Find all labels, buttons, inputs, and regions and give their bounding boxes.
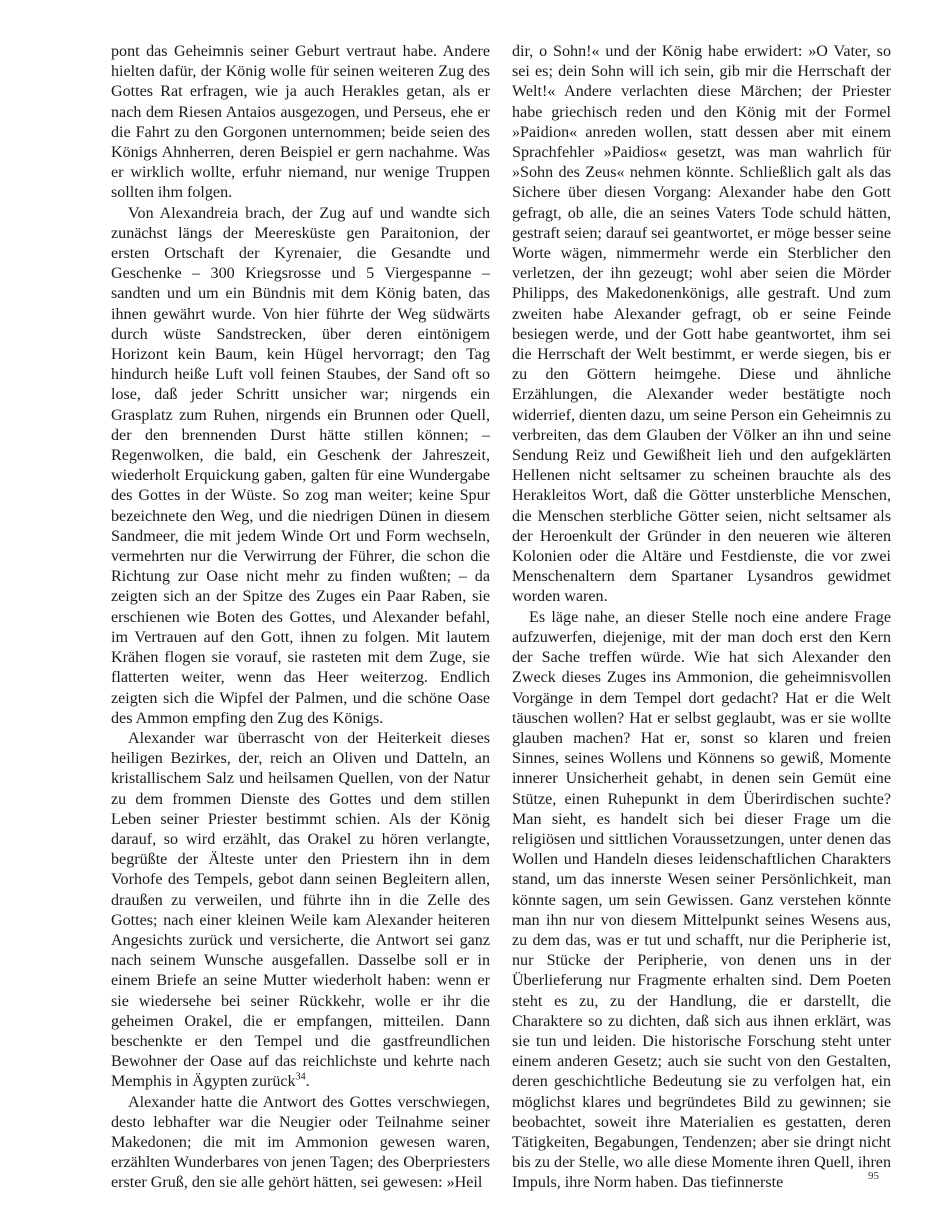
left-column [111, 42, 490, 1194]
paragraph-text-end: . [305, 1073, 310, 1091]
page-number: 95 [868, 1170, 879, 1182]
right-column [512, 42, 891, 1194]
footnote-ref[interactable]: 34 [295, 1072, 306, 1083]
paragraph: Von Alexandreia brach, der Zug auf und wandte sich zunächst längs der Meeresküste gen Paraitonion, der ersten Ortschaft der Kyrenaier, die Gesandte und Geschenke – 300 Kriegsrosse und 5 Viergespanne – sandten und um ein Bündnis mit dem König baten, das ihnen gewährt wurde. Von hier führte der Weg südwärts durch wüste Sandstrecken, über deren eintönigem Horizont kein Baum, kein Hügel hervorragt; den Tag hindurch heiße Luft voll feinen Staubes, der Sand oft so lose, daß jeder Schritt unsicher war; nirgends ein Grasplatz zum Ruhen, nirgends ein Brunnen oder Quell, der den brennenden Durst hätte stillen können; – Regenwolken, die bald, ein Geschenk der Jahreszeit, wiederholt Erquickung gaben, galten für eine Wundergabe des Gottes in der Wüste. So zog man weiter; keine Spur bezeichnete den Weg, und die niedrigen Dünen in diesem Sandmeer, die mit jedem Winde Ort und Form wechseln, vermehrten nur die Verwirrung der Führer, die schon die Richtung zur Oase nicht mehr zu finden wußten; – da zeigten sich an der Spitze des Zuges ein Paar Raben, sie erschienen wie Boten des Gottes, und Alexander befahl, im Vertrauen auf den Gott, ihnen zu folgen. Mit lautem Krähen flogen sie vorauf, sie rasteten mit dem Zuge, sie flatterten weiter, wenn das Heer weiterzog. Endlich zeigten sich die Wipfel der Palmen, und die schöne Oase des Ammon empfing den Zug des Königs. [111, 204, 490, 727]
paragraph-text: Alexander war überrascht von der Heiterkeit dieses heiligen Bezirkes, der, reich an Oliven und Datteln, an kristallischem Salz und heilsamen Quellen, von der Natur zu dem frommen Dienste des Gottes und dem stillen Leben seiner Priester bestimmt schien. Als der König darauf, so wird erzählt, das Orakel zu hören verlangte, begrüßte der Älteste unter den Priestern ihn in dem Vorhofe des Tempels, gebot dann seinen Begleitern allen, draußen zu verweilen, und führte ihn in die Zelle des Gottes; nach einer kleinen Weile kam Alexander heiteren Angesichts zurück und versicherte, die Antwort sei ganz nach seinem Wunsche ausgefallen. Dasselbe soll er in einem Briefe an seine Mutter wiederholt haben: wenn er sie wiedersehe bei seiner Rückkehr, wolle er ihr die geheimen Orakel, die er empfangen, mitteilen. Dann beschenkte er den Tempel und die gastfreundlichen Bewohner der Oase auf das reichlichste und kehrte nach Memphis in Ägypten zurück [111, 729, 490, 1091]
paragraph: dir, o Sohn!« und der König habe erwidert: »O Vater, so sei es; dein Sohn will ich sein, gib mir die Herrschaft der Welt!« Andere verlachten diese Märchen; der Priester habe griechisch reden und den König mit der Formel »Paidion« anreden wollen, statt dessen aber mit einem Sprachfehler »Paidios« gesetzt, was man wahrlich für »Sohn des Zeus« nehmen könnte. Schließlich galt als das Sichere über diesen Vorgang: Alexander habe den Gott gefragt, ob alle, die an seines Vaters Tode schuld hätten, gestraft seien; darauf sei geantwortet, er möge besser seine Worte wägen, nimmermehr werde ein Sterblicher den verletzen, der ihn gezeugt; wohl aber seien die Mörder Philipps, des Makedonenkönigs, alle gestraft. Und zum zweiten habe Alexander gefragt, ob er seine Feinde besiegen werde, und der Gott habe geantwortet, ihm sei die Herrschaft der Welt bestimmt, er werde siegen, bis er zu den Göttern heimgehe. Diese und ähnliche Erzählungen, die Alexander weder bestätigte noch widerrief, dienten dazu, um seine Person ein Geheimnis zu verbreiten, das dem Glauben der Völker an ihn und seine Sendung Reiz und Gewißheit lieh und den aufgeklärten Hellenen nicht seltsamer zu scheinen brauchte als des Herakleitos Wort, daß die Götter unsterbliche Menschen, die Menschen sterbliche Götter seien, nicht seltsamer als der Heroenkult der Gründer in den neueren wie älteren Kolonien oder die Altäre und Festdienste, die vor zwei Menschenaltern dem Spartaner Lysandros gewidmet worden waren. [512, 43, 891, 606]
paragraph [111, 729, 490, 1093]
paragraph: Es läge nahe, an dieser Stelle noch eine andere Frage aufzuwerfen, diejenige, mit der man doch erst den Kern der Sache treffen würde. Wie hat sich Alexander den Zweck dieses Zuges ins Ammonion, die geheimnisvollen Vorgänge in dem Tempel dort gedacht? Hat er die Welt täuschen wollen? Hat er selbst geglaubt, was er sie wollte glauben machen? Hat er, sonst so klaren und freien Sinnes, seines Wollens und Könnens so gewiß, Momente innerer Unsicherheit gehabt, in denen sein Gemüt eine Stütze, einen Ruhepunkt in dem Überirdischen suchte? Man sieht, es handelt sich bei dieser Frage um die religiösen und sittlichen Voraussetzungen, unter denen das Wollen und Handeln dieses leidenschaftlichen Charakters stand, um das innerste Wesen seiner Persönlichkeit, man könnte sagen, um sein Gewissen. Ganz verstehen könnte man ihn nur von diesem Mittelpunkt seines Wesens aus, zu dem das, was er tut und schafft, nur die Peripherie ist, nur Stücke der Peripherie, von denen uns in der Überlieferung nur Fragmente erhalten sind. Dem Poeten steht es zu, zu der Handlung, die er darstellt, die Charaktere so zu dichten, daß sich aus ihnen erklärt, was sie tun und leiden. Die historische Forschung steht unter einem anderen Gesetz; auch sie sucht von den Gestalten, deren geschichtliche Bedeutung sie zu verfolgen hat, ein möglichst klares und begründetes Bild zu gewinnen; sie beobachtet, soweit ihre Materialien es gestatten, deren Tätigkeiten, Begabungen, Tendenzen; aber sie dringt nicht bis zu der Stelle, wo alle diese Momente ihren Quell, ihren Impuls, ihre Norm haben. Das tiefinnerste [512, 608, 891, 1192]
paragraph: Alexander hatte die Antwort des Gottes verschwiegen, desto lebhafter war die Neugier oder Teilnahme seiner Makedonen; die mit im Ammonion gewesen waren, erzählten Wunderbares von jenen Tagen; des Oberpriesters erster Gruß, den sie alle gehört hätten, sei gewesen: »Heil [111, 1093, 490, 1192]
paragraph: pont das Geheimnis seiner Geburt vertraut habe. Andere hielten dafür, der König wolle für seinen weiteren Zug des Gottes Rat erfragen, wie ja auch Herakles getan, als er nach dem Riesen Antaios ausgezogen, und Perseus, ehe er die Fahrt zu den Gorgonen unternommen; beide seien des Königs Ahnherren, deren Beispiel er gern nachahme. Was er wirklich wollte, erfuhr niemand, nur wenige Truppen sollten ihm folgen. [111, 43, 490, 202]
